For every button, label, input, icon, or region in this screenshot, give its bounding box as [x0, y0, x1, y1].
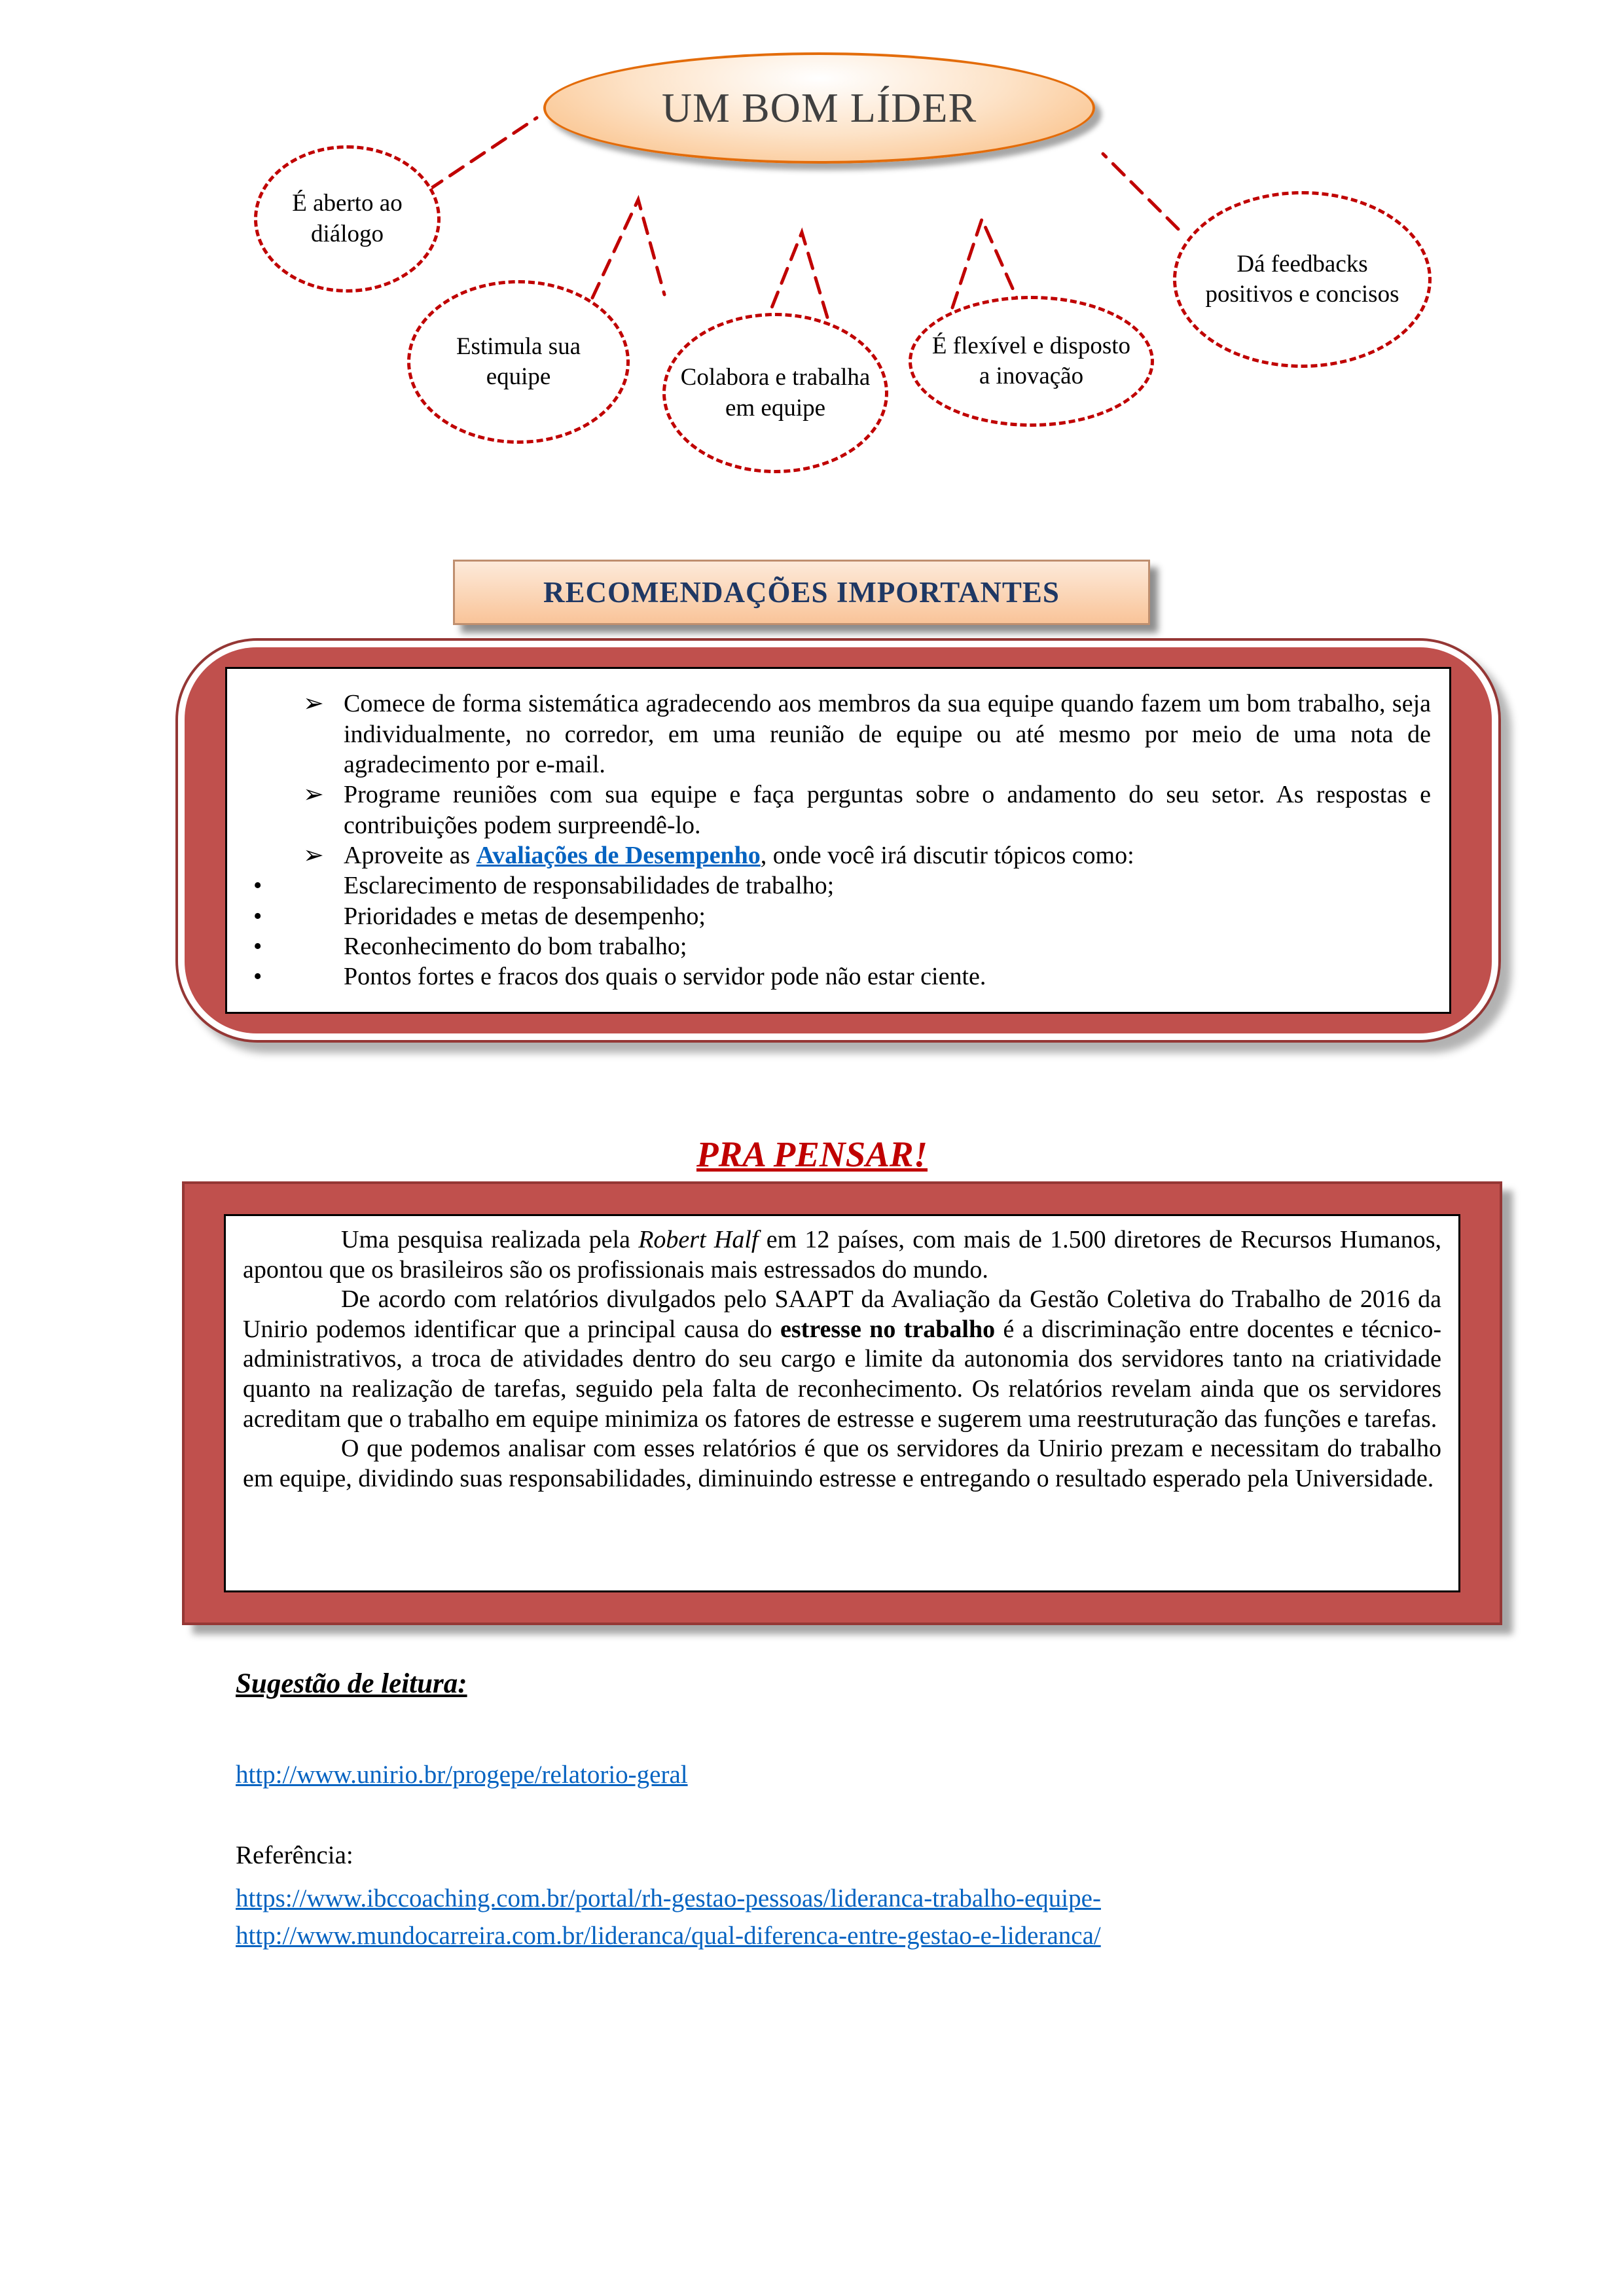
- recommendation-text: Comece de forma sistemática agradecendo aos membros da sua equipe quando fazem um bom trabalho, seja individualmente, no corredor, em uma reunião de equipe ou até mesmo por meio de uma nota de agradecimento por e-mail.: [344, 690, 1431, 778]
- bullet-marker-icon: •: [253, 963, 262, 991]
- robert-half-italic: Robert Half: [638, 1226, 759, 1253]
- recommendation-text: Reconhecimento do bom trabalho;: [344, 933, 687, 961]
- recommendation-item: [245, 840, 1431, 870]
- paragraph-text: é a discriminação entre docentes e técnico-administrativos, a troca de atividades dentro do seu cargo e limite da autonomia dos servidores tanto na criatividade quanto na realização de tarefas, seguido pela falta de reconhecimento. Os relatórios revelam ainda que os servidores acreditam que o trabalho em equipe minimiza os fatores de estresse e sugerem uma reestruturação das funções e tarefas.: [243, 1315, 1442, 1433]
- bubble-text: Estimula sua equipe: [456, 332, 581, 390]
- recommendation-text-pre: Aproveite as: [344, 842, 477, 869]
- reading-section: [236, 1668, 1414, 1954]
- bubble-positive-feedback: [1173, 191, 1432, 368]
- reference-link-1[interactable]: https://www.ibccoaching.com.br/portal/rh-gestao-pessoas/lideranca-trabalho-equipe-: [236, 1884, 1101, 1912]
- recommendation-text: Esclarecimento de responsabilidades de trabalho;: [344, 872, 835, 900]
- think-paragraph: [243, 1285, 1441, 1434]
- bubble-text: É aberto ao diálogo: [292, 190, 403, 247]
- recommendations-box-frame: [185, 647, 1492, 1033]
- think-paragraph: [243, 1225, 1441, 1285]
- recommendation-bullet-item: [245, 870, 1431, 901]
- title-bubble: [543, 52, 1095, 164]
- performance-evaluations-link[interactable]: Avaliações de Desempenho: [476, 842, 761, 869]
- recommendations-box: [175, 638, 1501, 1043]
- recommendation-text: Prioridades e metas de desempenho;: [344, 902, 706, 930]
- stress-at-work-bold: estresse no trabalho: [780, 1315, 996, 1343]
- bullet-marker-icon: •: [253, 933, 262, 961]
- arrow-marker-icon: ➢: [303, 690, 324, 718]
- recommendations-header-label: RECOMENDAÇÕES IMPORTANTES: [543, 576, 1060, 609]
- bubble-text: Dá feedbacks positivos e concisos: [1205, 250, 1399, 308]
- bubble-open-to-dialogue: [254, 145, 441, 293]
- arrow-marker-icon: ➢: [303, 842, 324, 869]
- arrow-marker-icon: ➢: [303, 781, 324, 809]
- recommendation-bullet-item: [245, 931, 1431, 961]
- reading-link[interactable]: http://www.unirio.br/progepe/relatorio-geral: [236, 1761, 688, 1789]
- recommendations-header: [453, 560, 1150, 625]
- recommendation-bullet-item: [245, 961, 1431, 992]
- think-paragraph: O que podemos analisar com esses relatórios é que os servidores da Unirio prezam e necessitam do trabalho em equipe, dividindo suas responsabilidades, diminuindo estresse e entregando o resultado esperado pela Universidade.: [243, 1435, 1441, 1492]
- page-title: UM BOM LÍDER: [661, 84, 977, 131]
- paragraph-text: em 12 países, com mais de 1.500 diretores de Recursos Humanos, apontou que os brasileiros são os profissionais mais estressados do mundo.: [243, 1226, 1442, 1283]
- reference-link-2[interactable]: http://www.mundocarreira.com.br/lideranca/qual-diferenca-entre-gestao-e-lideranca/: [236, 1921, 1101, 1950]
- recommendation-text-post: , onde você irá discutir tópicos como:: [760, 842, 1134, 869]
- think-heading: PRA PENSAR!: [696, 1134, 928, 1174]
- paragraph-text: Uma pesquisa realizada pela: [341, 1226, 639, 1253]
- recommendation-item: [245, 689, 1431, 780]
- recommendations-panel: [225, 667, 1451, 1014]
- recommendation-text: Pontos fortes e fracos dos quais o servidor pode não estar ciente.: [344, 963, 986, 991]
- bullet-marker-icon: •: [253, 902, 262, 930]
- bubble-flexible-innovation: [909, 296, 1154, 427]
- think-panel: [224, 1214, 1460, 1592]
- reading-heading: Sugestão de leitura:: [236, 1668, 467, 1699]
- bubble-text: É flexível e disposto a inovação: [931, 332, 1131, 389]
- reference-links: [236, 1880, 1414, 1954]
- think-box: [182, 1181, 1502, 1625]
- recommendation-text: [344, 840, 1431, 870]
- recommendation-text: Programe reuniões com sua equipe e faça perguntas sobre o andamento do seu setor. As respostas e contribuições podem surpreendê-lo.: [344, 781, 1431, 839]
- bubble-stimulates-team: [407, 280, 630, 444]
- bubble-text: Colabora e trabalha em equipe: [680, 364, 871, 422]
- reference-label: Referência:: [236, 1841, 353, 1869]
- reading-link-row: [236, 1760, 1414, 1789]
- recommendation-item: [245, 780, 1431, 840]
- bullet-marker-icon: •: [253, 872, 262, 900]
- recommendation-bullet-item: [245, 901, 1431, 931]
- bubble-collaborates-teamwork: [662, 313, 888, 473]
- paragraph-text: De acordo com relatórios divulgados pelo SAAPT da Avaliação da Gestão Coletiva do Trabalho de 2016 da Unirio podemos identificar que a principal causa do: [243, 1285, 1441, 1343]
